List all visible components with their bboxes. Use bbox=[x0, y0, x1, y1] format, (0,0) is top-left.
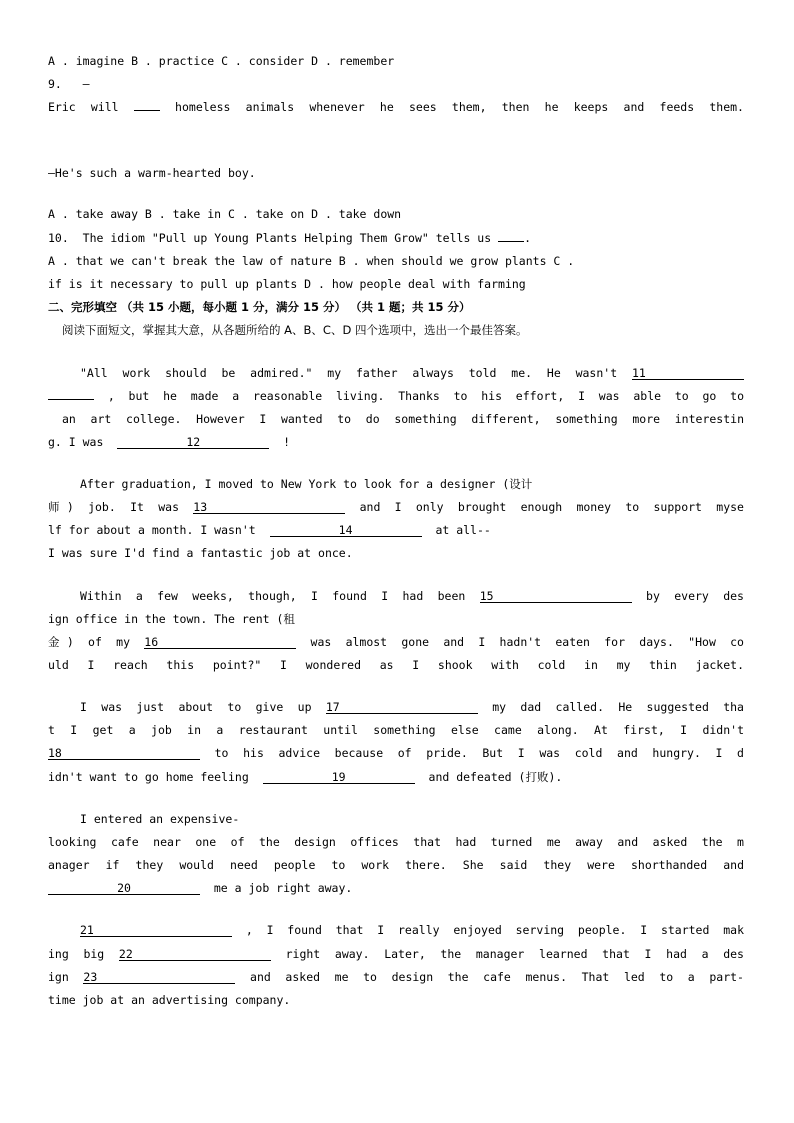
passage-p4-line1: I was just about to give up 17 my dad called. He suggested tha bbox=[80, 700, 744, 714]
passage-p4-line4: idn't want to go home feeling 19 and defeated (打败). bbox=[48, 770, 563, 784]
passage-p1-line1: "All work should be admired." my father always told me. He wasn't 11 bbox=[80, 366, 744, 380]
blank-16[interactable]: 16 bbox=[144, 636, 296, 649]
passage-p6-line2: ing big 22 right away. Later, the manager learned that I had a des bbox=[48, 947, 744, 961]
q9-header bbox=[48, 77, 744, 91]
passage-p3-line1: Within a few weeks, though, I found I had been 15 by every des bbox=[80, 589, 744, 603]
q9-options: A . take away B . take in C . take on D . take down bbox=[48, 207, 402, 221]
blank-20[interactable]: 20 bbox=[48, 882, 200, 895]
passage-p4-line3: 18 to his advice because of pride. But I was cold and hungry. I d bbox=[48, 746, 744, 760]
passage-p3-line3: 金) of my 16 was almost gone and I hadn't eaten for days. "How co bbox=[48, 635, 744, 649]
passage-p1-line2: , but he made a reasonable living. Thanks to his effort, I was able to go to bbox=[48, 389, 744, 403]
q10-options-line1: A . that we can't break the law of nature B . when should we grow plants C . bbox=[48, 254, 575, 268]
passage-p1-line3: an art college. However I wanted to do something different, something more interestin bbox=[62, 412, 744, 426]
section-title: 二、完形填空 （共 15 小题，每小题 1 分，满分 15 分） （共 1 题；共 15 分） bbox=[48, 300, 471, 314]
blank-21[interactable]: 21 bbox=[80, 924, 232, 937]
q9-dash: — bbox=[82, 77, 90, 91]
passage-p5-line1: I entered an expensive- bbox=[80, 812, 240, 826]
passage-p2-line3: lf for about a month. I wasn't 14 at all-- bbox=[48, 523, 491, 537]
q10-options-line2: if is it necessary to pull up plants D . how people deal with farming bbox=[48, 277, 526, 291]
q9-number: 9. bbox=[48, 77, 62, 91]
q10-blank[interactable] bbox=[498, 241, 524, 242]
q10-number: 10. bbox=[48, 231, 69, 245]
blank-13[interactable]: 13 bbox=[193, 501, 345, 514]
blank-19[interactable]: 19 bbox=[263, 771, 415, 784]
blank-18[interactable]: 18 bbox=[48, 747, 200, 760]
passage-p2-line2: 师) job. It was 13 and I only brought enough money to support myse bbox=[48, 500, 744, 514]
section-instruction: 阅读下面短文，掌握其大意，从各题所给的 A、B、C、D 四个选项中，选出一个最佳答案。 bbox=[62, 323, 528, 337]
blank-12[interactable]: 12 bbox=[117, 436, 269, 449]
blank-23[interactable]: 23 bbox=[83, 971, 235, 984]
passage-p5-line4: 20 me a job right away. bbox=[48, 881, 744, 895]
passage-p3-line2: ign office in the town. The rent (租 bbox=[48, 612, 295, 626]
passage-p4-line2: t I get a job in a restaurant until something else came along. At first, I didn't bbox=[48, 723, 744, 737]
blank-14[interactable]: 14 bbox=[270, 524, 422, 537]
passage-p6-line1: 21 , I found that I really enjoyed serving people. I started mak bbox=[80, 923, 744, 937]
q8-options: A . imagine B . practice C . consider D . remember bbox=[48, 54, 395, 68]
q10-stem: 10. The idiom "Pull up Young Plants Helping Them Grow" tells us . bbox=[48, 231, 532, 245]
passage-p2-line1: After graduation, I moved to New York to look for a designer (设计 bbox=[80, 477, 533, 491]
blank-22[interactable]: 22 bbox=[119, 948, 271, 961]
passage-p3-line4: uld I reach this point?" I wondered as I shook with cold in my thin jacket. bbox=[48, 658, 744, 672]
passage-p5-line3: anager if they would need people to work there. She said they were shorthanded and bbox=[48, 858, 744, 872]
q9-blank[interactable] bbox=[134, 110, 160, 111]
passage-p1-line4: g. I was 12 ! bbox=[48, 435, 291, 449]
q9-reply: —He's such a warm-hearted boy. bbox=[48, 166, 256, 180]
passage-p6-line3: ign 23 and asked me to design the cafe menus. That led to a part- bbox=[48, 970, 744, 984]
blank-11[interactable]: 11 bbox=[632, 367, 744, 380]
passage-p2-line4: I was sure I'd find a fantastic job at once. bbox=[48, 546, 353, 560]
blank-15[interactable]: 15 bbox=[480, 590, 632, 603]
passage-p6-line4: time job at an advertising company. bbox=[48, 993, 291, 1007]
passage-p5-line2: looking cafe near one of the design offices that had turned me away and asked the m bbox=[48, 835, 744, 849]
blank-11-continued bbox=[48, 399, 94, 400]
q9-stem: Eric will homeless animals whenever he sees them, then he keeps and feeds them. bbox=[48, 100, 744, 114]
blank-17[interactable]: 17 bbox=[326, 701, 478, 714]
